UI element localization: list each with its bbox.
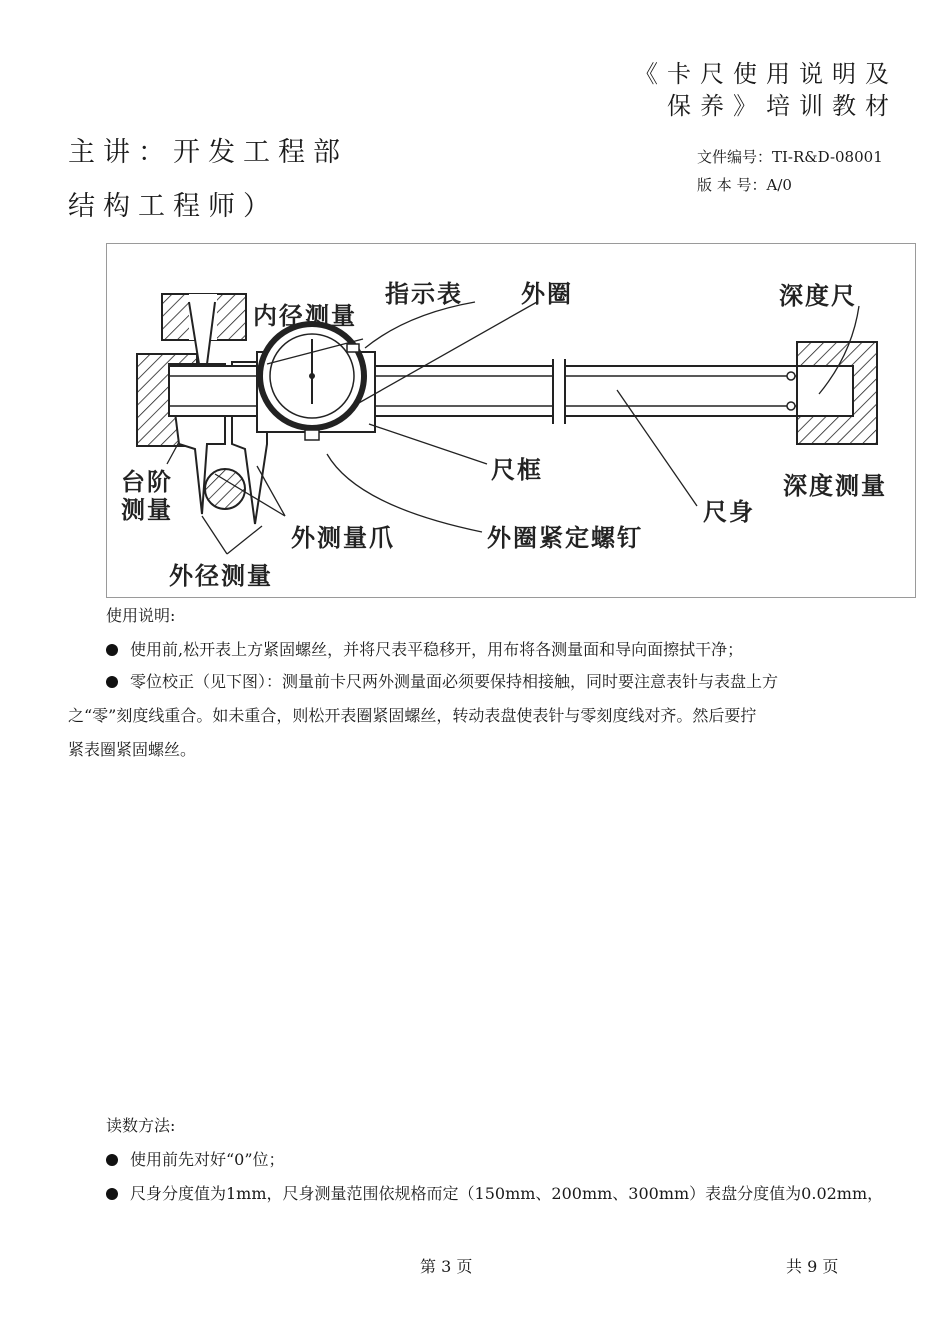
reading-heading: 读数方法: <box>106 1116 176 1135</box>
doc-title-line1: 《卡尺使用说明及 <box>634 60 898 88</box>
label-main-beam: 尺身 <box>703 498 755 526</box>
bullet-icon <box>106 1154 118 1166</box>
usage-item-1 <box>106 632 743 668</box>
reading-item-1-text: 使用前先对好“0”位； <box>130 1150 285 1169</box>
label-indicator: 指示表 <box>385 280 463 308</box>
reading-item-1 <box>106 1142 285 1178</box>
dial-top-screw <box>347 344 359 352</box>
reading-item-2-text: 尺身分度值为1mm，尺身测量范围依规格而定（150mm、200mm、300mm）表盘分度值为0.02mm， <box>130 1184 884 1203</box>
reading-item-2 <box>106 1176 883 1212</box>
label-inner-measure: 内径测量 <box>253 302 357 330</box>
label-depth-gauge: 深度尺 <box>779 282 857 310</box>
speaker-line2: 结构工程师） <box>68 191 278 222</box>
usage-item-2-line3: 紧表圈紧固螺丝。 <box>68 740 197 759</box>
ring-lock-screw <box>305 430 319 440</box>
label-outer-jaw: 外测量爪 <box>291 524 395 552</box>
bullet-icon <box>106 644 118 656</box>
label-frame: 尺框 <box>491 456 543 484</box>
doc-number: 文件编号：TI-R&D-08001 <box>697 148 883 166</box>
page-total: 共 9 页 <box>786 1257 839 1276</box>
bullet-icon <box>106 1188 118 1200</box>
usage-item-2-line2: 之“零”刻度线重合。如未重合，则松开表圈紧固螺丝，转动表盘使表针与零刻度线对齐。然后要拧 <box>68 706 757 725</box>
label-depth-measure: 深度测量 <box>783 472 887 500</box>
caliper-diagram <box>106 243 916 598</box>
page-number: 第 3 页 <box>420 1257 473 1276</box>
label-step-measure-2: 测量 <box>121 496 173 524</box>
bullet-icon <box>106 676 118 688</box>
label-outer-diameter: 外径测量 <box>169 562 273 590</box>
label-ring-lock-screw: 外圈紧定螺钉 <box>487 524 643 552</box>
label-step-measure-1: 台阶 <box>121 468 173 496</box>
usage-item-2-line1: 零位校正（见下图）：测量前卡尺两外测量面必须要保持相接触，同时要注意表针与表盘上方 <box>130 672 779 691</box>
doc-version: 版 本 号：A/0 <box>697 176 792 194</box>
doc-title-line2: 保养》培训教材 <box>667 92 898 120</box>
usage-item-2 <box>106 664 778 700</box>
usage-heading: 使用说明: <box>106 606 176 625</box>
usage-item-1-text: 使用前,松开表上方紧固螺丝，并将尺表平稳移开，用布将各测量面和导向面擦拭干净； <box>130 640 744 659</box>
label-outer-ring: 外圈 <box>521 280 573 308</box>
speaker-line1: 主讲：开发工程部 <box>68 137 348 168</box>
